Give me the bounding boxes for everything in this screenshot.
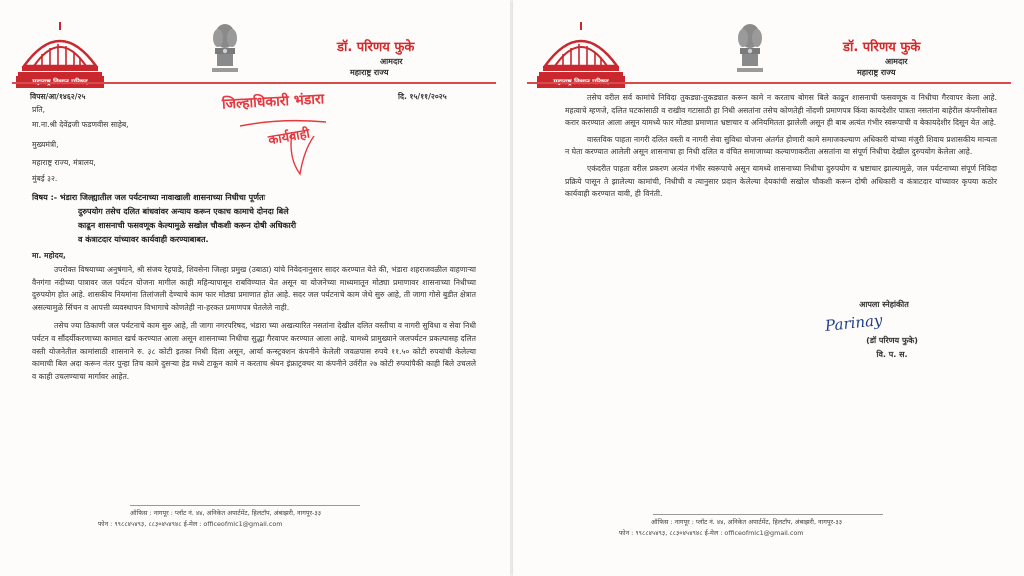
letter-body-page1 [32, 264, 476, 383]
subject-line: विषय :- भंडारा जिल्ह्यातील जल पर्यटनाच्या नावाखाली शासनाच्या निधीचा पूर्णतः [32, 193, 266, 202]
letter-body-page2 [565, 92, 997, 201]
vidhan-bhavan-dome-icon [16, 18, 104, 90]
footer-contact: फोन : ९९८८४५४९३, ८८३०४५४९४८ ई-मेल : officeofmlc1@gmail.com [619, 529, 804, 537]
vidhan-bhavan-dome-icon [537, 18, 625, 90]
header-rule [12, 82, 496, 84]
salutation: मा. महोदय, [32, 251, 66, 260]
address-line: मुख्यमंत्री, [32, 140, 59, 149]
letter-page-2 [513, 0, 1024, 576]
collector-stamp: जिल्हाधिकारी भंडारा [221, 91, 325, 113]
pen-scribble [230, 114, 340, 184]
signatory-name: (डॉ परिणय फुके) [866, 336, 918, 345]
state-label: महाराष्ट्र राज्य [350, 68, 389, 77]
subject-line: व कंत्राटदार यांच्यावर कार्यवाही करण्याबाबत. [78, 235, 209, 244]
closing: आपला स्नेहांकीत [859, 300, 909, 309]
footer-address: ऑफिस : नागपूर : प्लॉट नं. ४४, अनिकेत अपार्टमेंट, हिलटॉप, अंबाझरी, नागपूर-३३ [130, 509, 322, 517]
designation: आमदार [885, 57, 908, 66]
footer-rule [653, 514, 883, 515]
subject-line: काढून शासनाची फसवणूक केल्यामुळे सखोल चौकशी करून दोषी अधिकारी [78, 221, 297, 230]
ashoka-emblem-icon [210, 22, 240, 80]
address-line: मुंबई ३२. [32, 174, 58, 183]
subject-line: दुरुपयोग तसेच दलित बांधवांवर अन्याय करून एकाच कामाचे दोनदा बिले [78, 207, 289, 216]
designation: आमदार [380, 57, 403, 66]
header-rule [527, 82, 1011, 84]
mla-name: डॉ. परिणय फुके [843, 40, 921, 55]
signature: Parinay [824, 311, 884, 335]
body-paragraph: तसेच ज्या ठिकाणी जल पर्यटनाचे काम सुरु आहे, ती जागा नगरपरिषद, भंडारा च्या अखत्यारित नसतांना देखील दलित वस्तीचा व नागरी सुविधा व सेवा निधी पर्यटन व सौंदर्यीकरणाच्या कामात खर्च करण्यात आला असून शासनाच्या निधीचा सुद्धा गैरवापर करण्यात आला आहे. यामध्ये प्रामुख्याने जलपर्यटन प्रकल्पासह दलित वस्ती योजनेतील कामांसाठी शासनाने रु. ३८ कोटी इतका निधी दिला असून, आर्या कन्स्ट्रक्शन कंपनीने केलेली जवळपास रुपये ११.५० कोटी रुपयांची केलेल्या कामाची बिल अदा करून नंतर पुन्हा तिच कामे दुसऱ्या हेड मध्ये टाकून कामे न करताच श्रेयन इंफ्राट्रक्चर या कंपनीने उर्वरीत २७ कोटी रुपयांपैकी काही बिले उचलले व काही उचलण्याचा मार्गावर आहेत. [32, 321, 476, 381]
letter-page-1 [0, 0, 510, 576]
ashoka-emblem-icon [735, 22, 765, 80]
body-paragraph: तसेच वरील सर्व कामांचे निविदा तुकड्या-तुकड्यात करून कामे न करताच बोगस बिले काढून शासनाची फसवणूक व निधीचा गैरवापर केला आहे. महत्वाचे म्हणजे, दलित घटकांसाठी व राखीव गटासाठी हा निधी असतांना तसेच कोणतेही नोंदणी प्रमाणपत्र किंवा कायदेशीर पात्रता नसतांना बाहेरील कंपनीसोबत करार करण्यात आला असून यामध्ये फार मोठ्या प्रमाणात भ्रष्टाचार व अनियमितता झालेली असून ही बाब अत्यंत गंभीर स्वरूपाची व बेकायदेशीर दिसून येत आहे. [565, 93, 997, 128]
address-line: महाराष्ट्र राज्य, मंत्रालय, [32, 158, 96, 167]
address-line: मा.ना.श्री देवेंद्रजी फडणवीस साहेब, [32, 120, 129, 129]
mla-name: डॉ. परिणय फुके [337, 40, 415, 55]
state-label: महाराष्ट्र राज्य [857, 68, 896, 77]
footer-contact: फोन : ९९८८४५४९३, ८८३०४५४९४८ ई-मेल : officeofmlc1@gmail.com [98, 520, 283, 528]
body-paragraph: वास्तविक पाहता नागरी दलित वस्ती व नागरी सेवा सुविधा योजना अंतर्गत होणारी कामे समाजकल्याण अधिकारी यांच्या मंजुरी शिवाय प्रशासकीय मान्यता न घेता करण्यात आलेली असून शासनाचा हा निधी दलित व वंचित समाजाच्या कल्याणाकरीता असतांना या संपूर्ण निधीचा देखील दुरुपयोग केलेला आहे. [565, 134, 997, 157]
reference-number: विपस/आ/१४६२/२५ [30, 92, 86, 101]
footer-rule [130, 505, 360, 506]
body-paragraph: एकंदरीत पाहता वरील प्रकरण अत्यंत गंभीर स्वरूपाचे असून यामध्ये शासनाच्या निधीचा दुरुपयोग व भ्रष्टाचार झाल्यामुळे, जल पर्यटनाच्या संपूर्ण निविदा प्रक्रिये पासून ते झालेल्या कामांची, निधीची व त्यानुसार प्रदान केलेल्या देयकांची सखोल चौकशी करून दोषी अधिकारी व कंत्राटदार यांच्यावर कृपया कठोर कार्यवाही करण्यात यावी, ही विनंती. [565, 163, 997, 199]
action-mark: कार्यवाही [267, 126, 312, 149]
letter-date: दि. १५/११/२०२५ [398, 92, 447, 101]
footer-address: ऑफिस : नागपूर : प्लॉट नं. ४४, अनिकेत अपार्टमेंट, हिलटॉप, अंबाझरी, नागपूर-३३ [651, 518, 843, 526]
address-line: प्रति, [32, 105, 46, 114]
body-paragraph: उपरोक्त विषयाच्या अनुषंगाने, श्री संजय रेहपाडे, शिवसेना जिल्हा प्रमुख (उबाठा) यांचे निवेदनानुसार सादर करण्यात येते की, भंडारा शहराजवळील वाहणाऱ्या वैनगंगा नदीच्या पात्रावर जल पर्यटन योजना मागील काही महिन्यापासून राबविण्यात येत असून या योजनेच्या माध्यमातून मोठ्या प्रमाणावर शासनाच्या निधीच्या दुरुपयोग होत आहे. शासकीय नियमांना तिलांजली देण्याचे काम फार मोठ्या प्रमाणात होत आहे. सदर जल पर्यटनाचे काम जेथे सुरु आहे, ती जागा गोसे बुडीत क्षेत्रात असल्यामुळे सिंचन व आपत्ती व्यवस्थापन विभागाचे कोणतेही ना-हरकत प्रमाणपत्र घेतलेले नाही. [32, 265, 476, 312]
signatory-title: वि. प. स. [876, 350, 908, 359]
